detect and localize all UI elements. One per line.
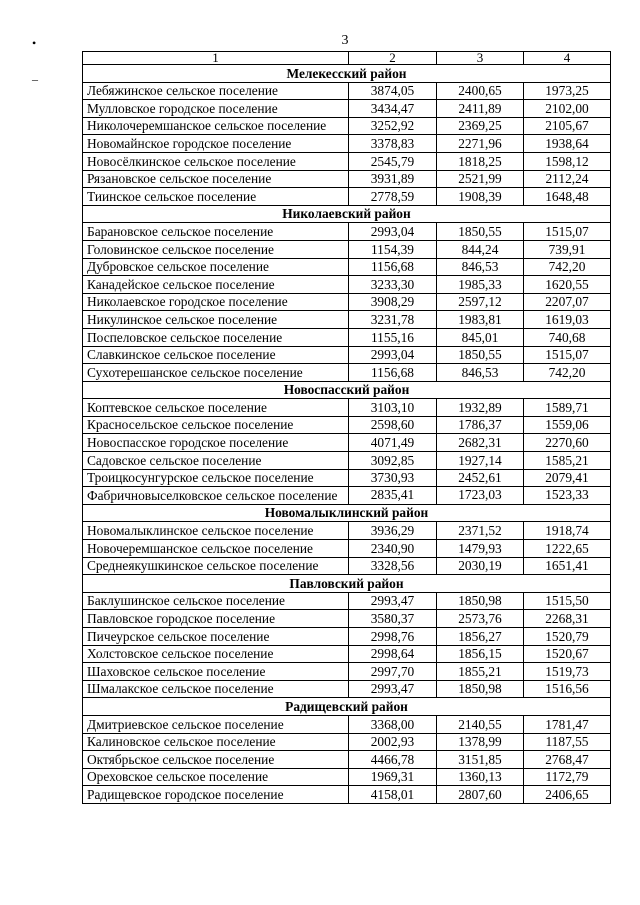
value-cell: 2411,89 <box>437 100 524 118</box>
table-row <box>83 188 611 206</box>
value-cell: 1781,47 <box>524 715 611 733</box>
table-row <box>83 610 611 628</box>
settlement-name: Шмалакское сельское поселение <box>83 680 349 698</box>
settlement-name: Лебяжинское сельское поселение <box>83 82 349 100</box>
value-cell: 3936,29 <box>349 522 437 540</box>
value-cell: 3378,83 <box>349 135 437 153</box>
table-row <box>83 751 611 769</box>
value-cell: 1559,06 <box>524 416 611 434</box>
table-row <box>83 152 611 170</box>
column-header: 1 <box>83 52 349 65</box>
district-name: Новоспасский район <box>83 381 611 399</box>
value-cell: 3092,85 <box>349 452 437 470</box>
value-cell: 2993,04 <box>349 223 437 241</box>
table-row <box>83 768 611 786</box>
table-body <box>83 65 611 804</box>
district-header-row <box>83 698 611 716</box>
value-cell: 3103,10 <box>349 399 437 417</box>
settlement-name: Мулловское городское поселение <box>83 100 349 118</box>
value-cell: 2993,47 <box>349 680 437 698</box>
column-header: 3 <box>437 52 524 65</box>
value-cell: 1155,16 <box>349 328 437 346</box>
value-cell: 2521,99 <box>437 170 524 188</box>
settlement-name: Ореховское сельское поселение <box>83 768 349 786</box>
value-cell: 1723,03 <box>437 487 524 505</box>
value-cell: 2271,96 <box>437 135 524 153</box>
table-row <box>83 364 611 382</box>
value-cell: 1918,74 <box>524 522 611 540</box>
value-cell: 2270,60 <box>524 434 611 452</box>
settlement-name: Октябрьское сельское поселение <box>83 751 349 769</box>
value-cell: 2573,76 <box>437 610 524 628</box>
table-row <box>83 223 611 241</box>
column-header: 4 <box>524 52 611 65</box>
value-cell: 1651,41 <box>524 557 611 575</box>
value-cell: 2682,31 <box>437 434 524 452</box>
settlement-name: Новомайнское городское поселение <box>83 135 349 153</box>
value-cell: 4158,01 <box>349 786 437 804</box>
settlement-name: Новочеремшанское сельское поселение <box>83 540 349 558</box>
value-cell: 2369,25 <box>437 117 524 135</box>
value-cell: 2406,65 <box>524 786 611 804</box>
column-header: 2 <box>349 52 437 65</box>
value-cell: 2778,59 <box>349 188 437 206</box>
value-cell: 1515,50 <box>524 592 611 610</box>
settlement-name: Среднеякушкинское сельское поселение <box>83 557 349 575</box>
settlement-name: Шаховское сельское поселение <box>83 663 349 681</box>
value-cell: 1523,33 <box>524 487 611 505</box>
value-cell: 1938,64 <box>524 135 611 153</box>
settlement-name: Радищевское городское поселение <box>83 786 349 804</box>
value-cell: 3328,56 <box>349 557 437 575</box>
table-row <box>83 557 611 575</box>
table-row <box>83 452 611 470</box>
value-cell: 2079,41 <box>524 469 611 487</box>
table-row <box>83 135 611 153</box>
page-number: 3 <box>341 33 349 48</box>
table-row <box>83 311 611 329</box>
value-cell: 846,53 <box>437 364 524 382</box>
value-cell: 2998,76 <box>349 628 437 646</box>
table-row <box>83 82 611 100</box>
district-name: Радищевский район <box>83 698 611 716</box>
value-cell: 1850,98 <box>437 680 524 698</box>
value-cell: 1589,71 <box>524 399 611 417</box>
settlement-name: Николочеремшанское сельское поселение <box>83 117 349 135</box>
district-name: Николаевский район <box>83 205 611 223</box>
value-cell: 1648,48 <box>524 188 611 206</box>
table-row <box>83 293 611 311</box>
district-name: Павловский район <box>83 575 611 593</box>
value-cell: 2112,24 <box>524 170 611 188</box>
value-cell: 2340,90 <box>349 540 437 558</box>
value-cell: 1927,14 <box>437 452 524 470</box>
table-row <box>83 680 611 698</box>
table-row <box>83 469 611 487</box>
value-cell: 1973,25 <box>524 82 611 100</box>
value-cell: 1585,21 <box>524 452 611 470</box>
value-cell: 3252,92 <box>349 117 437 135</box>
settlements-table <box>82 51 611 804</box>
table-row <box>83 346 611 364</box>
table-header-row <box>83 52 611 65</box>
settlement-name: Садовское сельское поселение <box>83 452 349 470</box>
value-cell: 1620,55 <box>524 276 611 294</box>
settlement-name: Канадейское сельское поселение <box>83 276 349 294</box>
value-cell: 2102,00 <box>524 100 611 118</box>
value-cell: 1850,55 <box>437 346 524 364</box>
district-header-row <box>83 381 611 399</box>
value-cell: 1850,55 <box>437 223 524 241</box>
table-row <box>83 258 611 276</box>
settlement-name: Коптевское сельское поселение <box>83 399 349 417</box>
value-cell: 1818,25 <box>437 152 524 170</box>
value-cell: 1932,89 <box>437 399 524 417</box>
table-row <box>83 276 611 294</box>
table-row <box>83 399 611 417</box>
value-cell: 3874,05 <box>349 82 437 100</box>
value-cell: 1908,39 <box>437 188 524 206</box>
value-cell: 1172,79 <box>524 768 611 786</box>
value-cell: 1856,27 <box>437 628 524 646</box>
value-cell: 1520,67 <box>524 645 611 663</box>
value-cell: 1154,39 <box>349 240 437 258</box>
value-cell: 4466,78 <box>349 751 437 769</box>
value-cell: 845,01 <box>437 328 524 346</box>
value-cell: 2268,31 <box>524 610 611 628</box>
value-cell: 4071,49 <box>349 434 437 452</box>
value-cell: 1619,03 <box>524 311 611 329</box>
settlement-name: Рязановское сельское поселение <box>83 170 349 188</box>
value-cell: 3151,85 <box>437 751 524 769</box>
value-cell: 3434,47 <box>349 100 437 118</box>
value-cell: 1983,81 <box>437 311 524 329</box>
settlement-name: Павловское городское поселение <box>83 610 349 628</box>
value-cell: 3580,37 <box>349 610 437 628</box>
settlement-name: Головинское сельское поселение <box>83 240 349 258</box>
value-cell: 1850,98 <box>437 592 524 610</box>
table-row <box>83 487 611 505</box>
value-cell: 3233,30 <box>349 276 437 294</box>
value-cell: 2835,41 <box>349 487 437 505</box>
value-cell: 2400,65 <box>437 82 524 100</box>
settlement-name: Новомалыклинское сельское поселение <box>83 522 349 540</box>
table-row <box>83 170 611 188</box>
value-cell: 2598,60 <box>349 416 437 434</box>
value-cell: 1156,68 <box>349 364 437 382</box>
settlement-name: Баклушинское сельское поселение <box>83 592 349 610</box>
table-row <box>83 434 611 452</box>
table-row <box>83 540 611 558</box>
settlement-name: Никулинское сельское поселение <box>83 311 349 329</box>
table-row <box>83 117 611 135</box>
value-cell: 740,68 <box>524 328 611 346</box>
value-cell: 1360,13 <box>437 768 524 786</box>
value-cell: 846,53 <box>437 258 524 276</box>
value-cell: 1855,21 <box>437 663 524 681</box>
value-cell: 1856,15 <box>437 645 524 663</box>
value-cell: 2768,47 <box>524 751 611 769</box>
value-cell: 1516,56 <box>524 680 611 698</box>
settlement-name: Николаевское городское поселение <box>83 293 349 311</box>
settlement-name: Пичеурское сельское поселение <box>83 628 349 646</box>
district-header-row <box>83 504 611 522</box>
value-cell: 1187,55 <box>524 733 611 751</box>
value-cell: 2993,04 <box>349 346 437 364</box>
table-row <box>83 328 611 346</box>
settlement-name: Барановское сельское поселение <box>83 223 349 241</box>
settlement-name: Красносельское сельское поселение <box>83 416 349 434</box>
value-cell: 739,91 <box>524 240 611 258</box>
margin-mark: • <box>32 36 37 50</box>
value-cell: 2997,70 <box>349 663 437 681</box>
settlement-name: Фабричновыселковское сельское поселение <box>83 487 349 505</box>
settlement-name: Новосёлкинское сельское поселение <box>83 152 349 170</box>
value-cell: 1222,65 <box>524 540 611 558</box>
value-cell: 844,24 <box>437 240 524 258</box>
settlement-name: Тиинское сельское поселение <box>83 188 349 206</box>
district-header-row <box>83 575 611 593</box>
table-row <box>83 416 611 434</box>
district-header-row <box>83 205 611 223</box>
settlement-name: Троицкосунгурское сельское поселение <box>83 469 349 487</box>
value-cell: 742,20 <box>524 258 611 276</box>
value-cell: 3908,29 <box>349 293 437 311</box>
value-cell: 2545,79 <box>349 152 437 170</box>
settlement-name: Славкинское сельское поселение <box>83 346 349 364</box>
table-row <box>83 786 611 804</box>
value-cell: 1969,31 <box>349 768 437 786</box>
value-cell: 3368,00 <box>349 715 437 733</box>
table-row <box>83 715 611 733</box>
value-cell: 1515,07 <box>524 223 611 241</box>
value-cell: 3730,93 <box>349 469 437 487</box>
value-cell: 2371,52 <box>437 522 524 540</box>
value-cell: 1520,79 <box>524 628 611 646</box>
value-cell: 3231,78 <box>349 311 437 329</box>
value-cell: 2998,64 <box>349 645 437 663</box>
value-cell: 2207,07 <box>524 293 611 311</box>
value-cell: 2807,60 <box>437 786 524 804</box>
value-cell: 1515,07 <box>524 346 611 364</box>
value-cell: 2002,93 <box>349 733 437 751</box>
table-row <box>83 240 611 258</box>
value-cell: 2452,61 <box>437 469 524 487</box>
value-cell: 2105,67 <box>524 117 611 135</box>
value-cell: 1519,73 <box>524 663 611 681</box>
value-cell: 742,20 <box>524 364 611 382</box>
settlement-name: Холстовское сельское поселение <box>83 645 349 663</box>
settlement-name: Поспеловское сельское поселение <box>83 328 349 346</box>
value-cell: 2597,12 <box>437 293 524 311</box>
district-name: Новомалыклинский район <box>83 504 611 522</box>
value-cell: 1598,12 <box>524 152 611 170</box>
value-cell: 1985,33 <box>437 276 524 294</box>
table-row <box>83 592 611 610</box>
value-cell: 1378,99 <box>437 733 524 751</box>
table-row <box>83 628 611 646</box>
value-cell: 2993,47 <box>349 592 437 610</box>
table-row <box>83 733 611 751</box>
table-row <box>83 645 611 663</box>
value-cell: 2140,55 <box>437 715 524 733</box>
settlement-name: Дубровское сельское поселение <box>83 258 349 276</box>
value-cell: 1156,68 <box>349 258 437 276</box>
margin-mark: – <box>32 72 38 86</box>
value-cell: 1479,93 <box>437 540 524 558</box>
table-row <box>83 100 611 118</box>
value-cell: 3931,89 <box>349 170 437 188</box>
district-name: Мелекесский район <box>83 65 611 83</box>
settlement-name: Калиновское сельское поселение <box>83 733 349 751</box>
value-cell: 1786,37 <box>437 416 524 434</box>
settlement-name: Новоспасское городское поселение <box>83 434 349 452</box>
table-row <box>83 663 611 681</box>
table-row <box>83 522 611 540</box>
settlement-name: Сухотерешанское сельское поселение <box>83 364 349 382</box>
value-cell: 2030,19 <box>437 557 524 575</box>
district-header-row <box>83 65 611 83</box>
settlement-name: Дмитриевское сельское поселение <box>83 715 349 733</box>
